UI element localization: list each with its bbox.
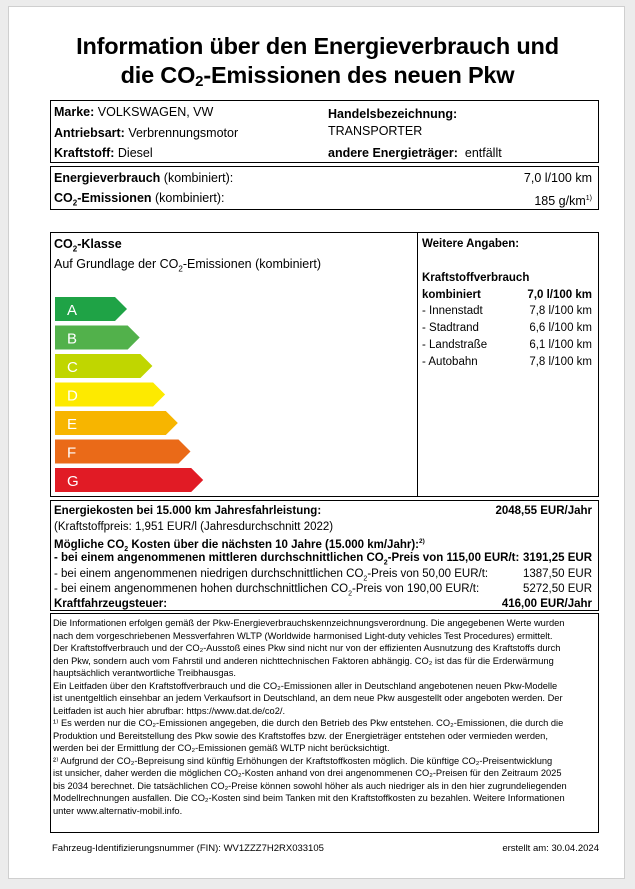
co2-class-letter-c: C xyxy=(67,359,78,376)
co2-cost-row-sub: 2 xyxy=(383,559,388,567)
combined-label: kombiniert xyxy=(422,289,481,301)
possible-sub: 2 xyxy=(124,546,129,554)
note-line: Modellrechnungen ausfallen. Die CO₂-Kosten sind beim Tanken mit den Kraftstoffkosten zu bezahlen. Weitere Informationen xyxy=(53,793,565,803)
co2-class-basis xyxy=(54,257,321,277)
drive-row xyxy=(54,126,238,141)
drive-value: Verbrennungsmotor xyxy=(128,126,239,140)
further-row-label: - Landstraße xyxy=(422,339,488,351)
note-line: Der Kraftstoffverbrauch und der CO₂-Ausstoß eines Pkw sind nicht nur von der effizienten Ausnutzung des Kraftstoffs durch xyxy=(53,643,561,653)
tax-value: 416,00 EUR/Jahr xyxy=(501,598,592,610)
co2-cost-row-post: -Preis von 190,00 EUR/t: xyxy=(351,583,480,595)
note-line: Die Informationen erfolgen gemäß der Pkw-Energieverbrauchskennzeichnungsverordnung. Die angegebenen Werte wurden xyxy=(53,618,565,628)
co2-class-box xyxy=(50,232,599,497)
co2-label-suffix: (kombiniert): xyxy=(155,191,225,205)
other-energy-label: andere Energieträger: xyxy=(328,146,458,160)
co2-label-sub: 2 xyxy=(72,198,78,208)
possible-footnote-ref: 2) xyxy=(419,538,425,545)
co2-label-pre: CO xyxy=(54,191,73,205)
co2-cost-row-pre: - bei einem angenommenen niedrigen durchschnittlichen CO xyxy=(54,567,364,580)
further-row-value: 7,8 l/100 km xyxy=(529,356,592,368)
title-sub: 2 xyxy=(195,73,204,90)
fuel-price: (Kraftstoffpreis: 1,951 EUR/l (Jahresdurchschnitt 2022) xyxy=(54,521,334,533)
co2-class-letter-a: A xyxy=(67,302,78,319)
further-row-label: - Autobahn xyxy=(422,356,478,368)
co2-class-letter-e: E xyxy=(67,416,78,433)
note-line: ist unsicher, daher werden die möglichen CO₂-Kosten anhand von drei angenommenen CO₂-Preisen für den Zeitraum 2025 xyxy=(53,768,562,778)
co2-class-heading-post: -Klasse xyxy=(77,237,122,251)
co2-cost-row-value: 1387,50 EUR xyxy=(522,567,592,580)
divider xyxy=(417,233,418,496)
further-row-value: 6,1 l/100 km xyxy=(529,339,592,351)
brand-value: VOLKSWAGEN, VW xyxy=(97,105,214,119)
co2-class-scale xyxy=(55,297,205,497)
co2-cost-row-pre: - bei einem angenommenen mittleren durchschnittlichen CO xyxy=(54,552,384,564)
co2-class-letter-f: F xyxy=(67,444,77,462)
co2-class-heading-pre: CO xyxy=(54,237,73,251)
co2-class-heading-sub: 2 xyxy=(72,244,78,254)
fuel-row xyxy=(54,146,153,161)
co2-emissions-label xyxy=(54,191,224,211)
co2-class-letter-b: B xyxy=(67,330,78,348)
tax-label: Kraftfahrzeugsteuer: xyxy=(54,598,168,610)
costs-box xyxy=(50,500,599,611)
note-line: hauptsächlich verantwortliche Treibhausgas. xyxy=(53,668,236,678)
fin: Fahrzeug-Identifizierungsnummer (FIN): WV1ZZZ7H2RX033105 xyxy=(52,843,324,854)
fuel-consumption-label: Kraftstoffverbrauch xyxy=(422,272,530,284)
note-line: Ein Leitfaden über den Kraftstoffverbrauch und die CO₂-Emissionen aller in Deutschland angebotenen neuen Pkw-Modelle xyxy=(53,680,558,691)
fuel-value: Diesel xyxy=(117,146,153,160)
note-line: Leitfaden ist auch hier abrufbar: https://www.dat.de/co2/. xyxy=(53,705,286,716)
note-line: bis 2034 berechnet. Die tatsächlichen CO₂-Preise können sowohl höher als auch niedriger als in den hier zugrundeliegenden xyxy=(53,780,567,791)
note-line: unter www.alternativ-mobil.info. xyxy=(53,805,183,816)
energy-label-suffix: (kombiniert): xyxy=(163,171,234,185)
note-line: Produktion und Bereitstellung des Pkw sowie des Kraftstoffes bzw. der Energieträger entstehen oder vermieden werden, xyxy=(53,730,548,741)
vehicle-info-box xyxy=(50,100,599,163)
note-line: werden bei der Ermittlung der CO₂-Emissionen gemäß WLTP nicht berücksichtigt. xyxy=(53,743,390,753)
page-title xyxy=(0,32,635,96)
co2-value: 185 g/km xyxy=(534,194,586,209)
other-energy-row xyxy=(328,146,502,161)
notes-box xyxy=(50,613,599,833)
possible-pre: Mögliche CO xyxy=(54,538,125,551)
further-row-value: 6,6 l/100 km xyxy=(529,322,592,334)
energy-label-bold: Energieverbrauch xyxy=(54,171,161,185)
further-row-label: - Innenstadt xyxy=(422,305,483,317)
basis-post: -Emissionen (kombiniert) xyxy=(182,257,322,271)
title-line-1: Information über den Energieverbrauch und xyxy=(76,33,559,59)
co2-cost-row-value: 5272,50 EUR xyxy=(522,583,592,595)
further-heading: Weitere Angaben: xyxy=(422,238,520,250)
co2-cost-row-value: 3191,25 EUR xyxy=(522,552,592,564)
co2-cost-row-sub: 2 xyxy=(348,590,352,598)
co2-cost-row-post: -Preis von 50,00 EUR/t: xyxy=(367,567,489,580)
co2-class-bar-a xyxy=(55,297,127,321)
note-line: den Pkw, sondern auch vom Fahrstil und anderen nichttechnischen Faktoren abhängig. CO₂ ist das für die Erderwärmung xyxy=(53,655,554,666)
trade-label: Handelsbezeichnung: xyxy=(328,107,458,121)
energy-consumption-label xyxy=(54,171,233,186)
further-row-value: 7,8 l/100 km xyxy=(529,305,592,317)
possible-post: Kosten über die nächsten 10 Jahre (15.000 km/Jahr): xyxy=(128,538,419,551)
co2-class-letter-g: G xyxy=(67,473,79,490)
consumption-box xyxy=(50,166,599,210)
note-line: ¹⁾ Es werden nur die CO₂-Emissionen angegeben, die durch den Betrieb des Pkw entstehen. CO₂-Emissionen, die durch die xyxy=(53,718,564,728)
co2-footnote-ref: 1) xyxy=(585,195,592,202)
title-part: -Emissionen des neuen Pkw xyxy=(203,62,515,88)
energy-consumption-value: 7,0 l/100 km xyxy=(523,171,592,185)
other-energy-value: entfällt xyxy=(464,146,502,160)
energy-costs-label: Energiekosten bei 15.000 km Jahresfahrleistung: xyxy=(54,505,322,517)
created-date: erstellt am: 30.04.2024 xyxy=(502,843,599,854)
co2-class-heading xyxy=(54,237,122,257)
brand-row xyxy=(54,105,213,120)
note-line: ist unentgeltlich einsehbar an jedem Verkaufsort in Deutschland, an dem neue Pkw ausgestellt oder angeboten werden. Der xyxy=(53,693,563,703)
fuel-label: Kraftstoff: xyxy=(54,146,115,160)
trade-value: TRANSPORTER xyxy=(328,124,423,138)
energy-costs-value: 2048,55 EUR/Jahr xyxy=(495,505,592,517)
note-line: ²⁾ Aufgrund der CO₂-Bepreisung sind künftig Erhöhungen der Kraftstoffkosten möglich. Die künftige CO₂-Preisentwicklung xyxy=(53,755,553,766)
further-row-label: - Stadtrand xyxy=(422,322,479,334)
title-part: die CO xyxy=(120,62,196,88)
co2-cost-row-pre: - bei einem angenommenen hohen durchschnittlichen CO xyxy=(54,583,349,595)
title-line-2 xyxy=(0,61,635,96)
drive-label: Antriebsart: xyxy=(54,126,125,140)
basis-sub: 2 xyxy=(178,264,183,274)
combined-value: 7,0 l/100 km xyxy=(527,289,592,301)
brand-label: Marke: xyxy=(54,105,95,119)
notes-text xyxy=(53,617,567,817)
basis-pre: Auf Grundlage der CO xyxy=(54,257,179,271)
note-line: nach dem vorgeschriebenen Messverfahren WLTP (Worldwide harmonised Light-duty vehicles Test Procedures) ermittelt. xyxy=(53,630,553,641)
co2-class-letter-d: D xyxy=(67,387,78,405)
co2-emissions-value xyxy=(534,191,592,209)
co2-cost-row-sub: 2 xyxy=(363,574,368,582)
co2-label-post: -Emissionen xyxy=(77,191,152,205)
co2-cost-row-post: -Preis von 115,00 EUR/t: xyxy=(387,552,520,564)
